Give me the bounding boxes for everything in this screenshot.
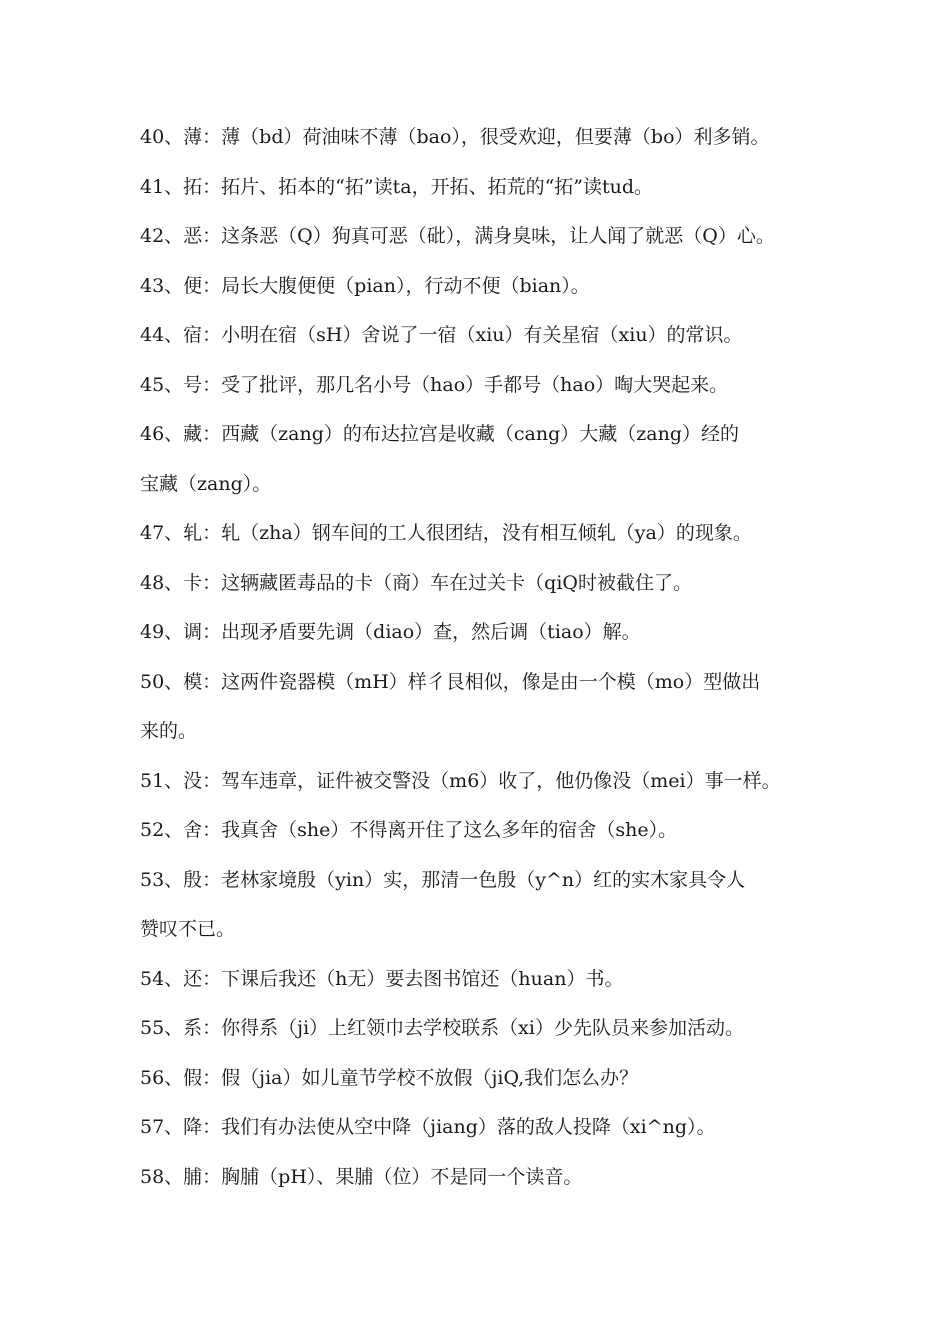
entry-line-46: 46、藏：西藏（zang）的布达拉宫是收藏（cang）大藏（zang）经的 bbox=[140, 423, 740, 445]
entry-line-53: 53、殷：老林家境殷（yin）实，那清一色殷（y^n）红的实木家具令人 bbox=[140, 868, 746, 891]
entry-line-55: 55、系：你得系（ji）上红领巾去学校联系（xi）少先队员来参加活动。 bbox=[140, 1017, 744, 1039]
entry-line-41: 41、拓：拓片、拓本的“拓”读ta，开拓、拓荒的“拓”读tud。 bbox=[140, 175, 654, 198]
entry-line-48: 48、卡：这辆藏匿毒品的卡（商）车在过关卡（qiQ时被截住了。 bbox=[140, 571, 692, 594]
entry-line-40: 40、薄：薄（bd）荷油味不薄（bao），很受欢迎，但要薄（bo）利多销。 bbox=[140, 126, 770, 148]
entry-line-57: 57、降：我们有办法使从空中降（jiang）落的敌人投降（xi^ng）。 bbox=[140, 1116, 716, 1138]
entry-line-43: 43、便：局长大腹便便（pian），行动不便（bian）。 bbox=[140, 274, 590, 297]
entry-line-58: 58、脯：胸脯（pH）、果脯（位）不是同一个读音。 bbox=[140, 1165, 583, 1188]
entry-line-50: 50、模：这两件瓷器模（mH）样彳艮相似，像是由一个模（mo）型做出 bbox=[140, 670, 761, 693]
entry-line-53-continued: 赞叹不已。 bbox=[140, 918, 236, 940]
entry-line-47: 47、轧：轧（zha）钢车间的工人很团结，没有相互倾轧（ya）的现象。 bbox=[140, 522, 752, 544]
entry-line-54: 54、还：下课后我还（h无）要去图书馆还（huan）书。 bbox=[140, 967, 624, 990]
entry-line-46-continued: 宝藏（zang）。 bbox=[140, 472, 272, 495]
entry-line-49: 49、调：出现矛盾要先调（diao）查，然后调（tiao）解。 bbox=[140, 621, 641, 643]
entry-line-56: 56、假：假（jia）如儿童节学校不放假（jiQ,我们怎么办？ bbox=[140, 1066, 639, 1089]
document-body bbox=[140, 117, 830, 1206]
entry-line-44: 44、宿：小明在宿（sH）舍说了一宿（xiu）有关星宿（xiu）的常识。 bbox=[140, 324, 743, 346]
entry-line-50-continued: 来的。 bbox=[140, 720, 198, 742]
entry-line-51: 51、没：驾车违章，证件被交警没（m6）收了，他仍像没（mei）事一样。 bbox=[140, 769, 781, 792]
entry-line-52: 52、舍：我真舍（she）不得离开住了这么多年的宿舍（she）。 bbox=[140, 819, 678, 841]
entry-line-42: 42、恶：这条恶（Q）狗真可恶（砒），满身臭味，让人闻了就恶（Q）心。 bbox=[140, 225, 775, 247]
entry-line-45: 45、号：受了批评，那几名小号（hao）手都号（hao）啕大哭起来。 bbox=[140, 373, 729, 396]
